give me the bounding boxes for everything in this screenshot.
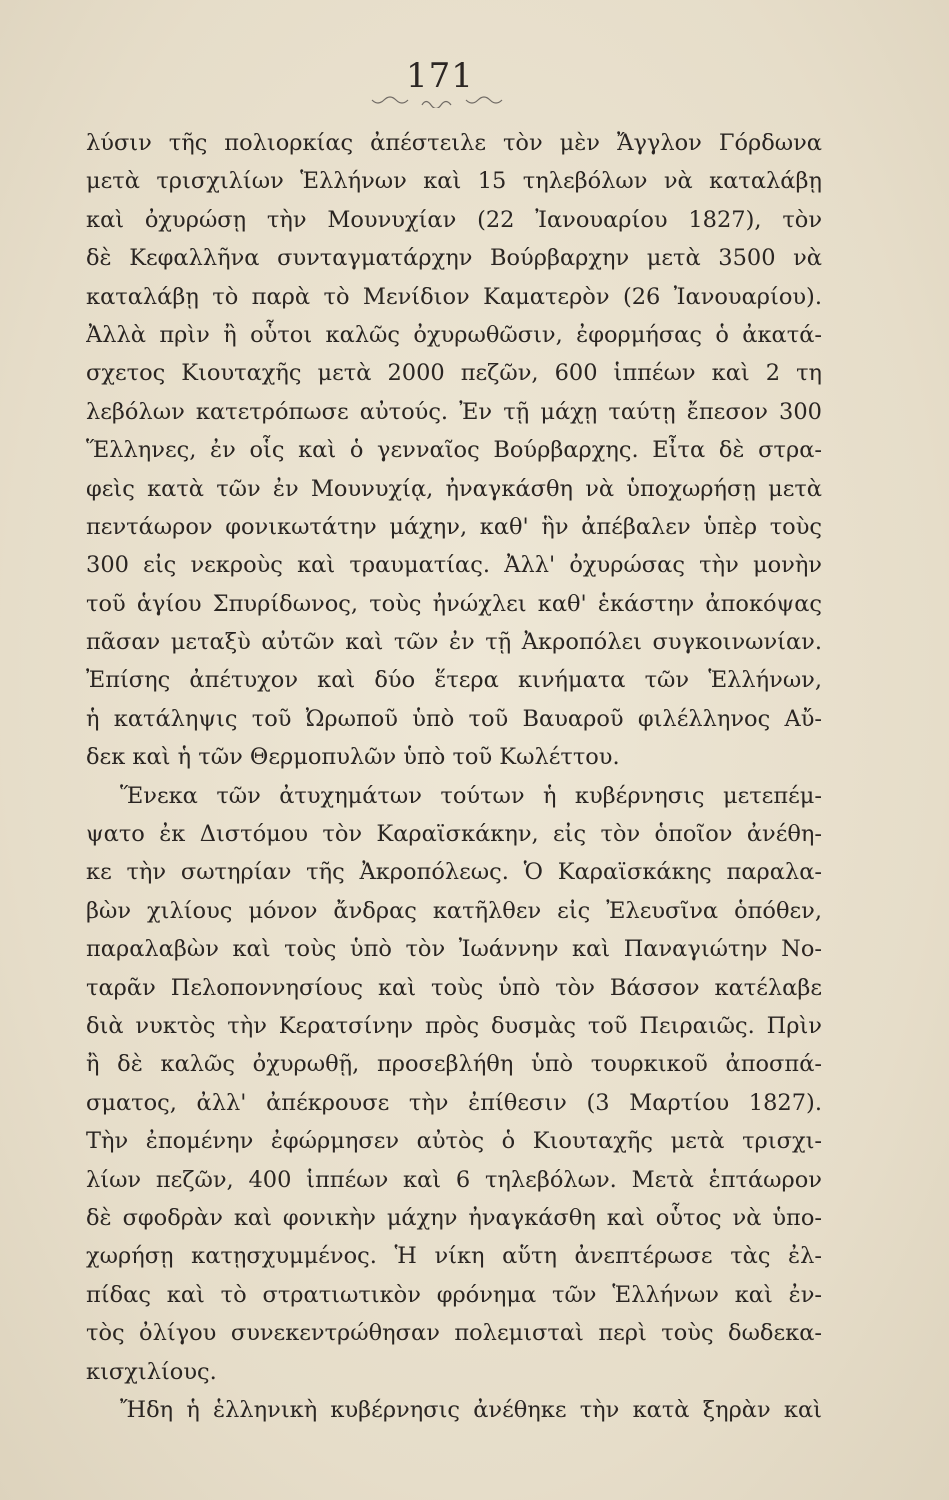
text-line: Ἤδη ἡ ἑλληνικὴ κυβέρνησις ἀνέθηκε τὴν κατὰ ξηρὰν καὶ [120, 1396, 822, 1423]
text-line: 300 εἰς νεκροὺς καὶ τραυματίας. Ἀλλ' ὀχυρώσας τὴν μονὴν [86, 552, 822, 579]
text-line: μετὰ τρισχιλίων Ἑλλήνων καὶ 15 τηλεβόλων νὰ καταλάβῃ [86, 168, 822, 195]
text-line: φεὶς κατὰ τῶν ἐν Μουνυχίᾳ, ἠναγκάσθη νὰ ὑποχωρήσῃ μετὰ [86, 475, 822, 502]
text-line: Ἕνεκα τῶν ἀτυχημάτων τούτων ἡ κυβέρνησις μετεπέμ- [120, 782, 822, 809]
text-line: τοῦ ἁγίου Σπυρίδωνος, τοὺς ἠνώχλει καθ' ἑκάστην ἀποκόψας [86, 590, 822, 617]
text-line: κισχιλίους. [86, 1358, 217, 1385]
text-line: λίων πεζῶν, 400 ἱππέων καὶ 6 τηλεβόλων. Μετὰ ἑπτάωρον [86, 1166, 822, 1193]
text-line: λύσιν τῆς πολιορκίας ἀπέστειλε τὸν μὲν Ἄγγλον Γόρδωνα [86, 130, 822, 156]
text-line: ταρᾶν Πελοποννησίους καὶ τοὺς ὑπὸ τὸν Βάσσον κατέλαβε [86, 974, 822, 1001]
page-number: 171 [406, 56, 474, 96]
text-line: σματος, ἀλλ' ἀπέκρουσε τὴν ἐπίθεσιν (3 Μαρτίου 1827). [86, 1089, 822, 1116]
ornament-rule [370, 96, 510, 108]
text-line: τὸς ὀλίγου συνεκεντρώθησαν πολεμισταὶ περὶ τοὺς δωδεκα- [86, 1320, 822, 1347]
body-text [86, 124, 822, 1429]
text-line: Ἐπίσης ἀπέτυχον καὶ δύο ἕτερα κινήματα τῶν Ἑλλήνων, [86, 667, 822, 694]
text-line: ἡ κατάληψις τοῦ Ὠρωποῦ ὑπὸ τοῦ Βαυαροῦ φιλέλληνος Αὔ- [86, 705, 822, 732]
text-line: ψατο ἐκ Διστόμου τὸν Καραϊσκάκην, εἰς τὸν ὁποῖον ἀνέθη- [86, 821, 822, 848]
text-line: πεντάωρον φονικωτάτην μάχην, καθ' ἣν ἀπέβαλεν ὑπὲρ τοὺς [86, 513, 822, 540]
text-line: πᾶσαν μεταξὺ αὐτῶν καὶ τῶν ἐν τῇ Ἀκροπόλει συγκοινωνίαν. [86, 629, 822, 656]
text-line: παραλαβὼν καὶ τοὺς ὑπὸ τὸν Ἰωάννην καὶ Παναγιώτην Νο- [86, 936, 822, 963]
text-line: χωρήσῃ κατῃσχυμμένος. Ἡ νίκη αὕτη ἀνεπτέρωσε τὰς ἐλ- [86, 1243, 822, 1270]
text-line: δεκ καὶ ἡ τῶν Θερμοπυλῶν ὑπὸ τοῦ Κωλέττου. [86, 744, 620, 771]
text-line: βὼν χιλίους μόνον ἄνδρας κατῆλθεν εἰς Ἐλευσῖνα ὁπόθεν, [86, 897, 822, 924]
text-line: λεβόλων κατετρόπωσε αὐτούς. Ἐν τῇ μάχῃ ταύτῃ ἔπεσον 300 [86, 398, 822, 425]
text-line: Ἀλλὰ πρὶν ἢ οὗτοι καλῶς ὀχυρωθῶσιν, ἐφορμήσας ὁ ἀκατά- [86, 321, 822, 348]
text-line: κε τὴν σωτηρίαν τῆς Ἀκροπόλεως. Ὁ Καραϊσκάκης παραλα- [86, 859, 822, 886]
text-line: διὰ νυκτὸς τὴν Κερατσίνην πρὸς δυσμὰς τοῦ Πειραιῶς. Πρὶν [86, 1012, 822, 1039]
text-line: ἢ δὲ καλῶς ὀχυρωθῇ, προσεβλήθη ὑπὸ τουρκικοῦ ἀποσπά- [86, 1051, 822, 1078]
text-line: δὲ σφοδρὰν καὶ φονικὴν μάχην ἠναγκάσθη καὶ οὗτος νὰ ὑπο- [86, 1204, 822, 1231]
text-line: καταλάβῃ τὸ παρὰ τὸ Μενίδιον Καματερὸν (26 Ἰανουαρίου). [86, 283, 822, 310]
text-line: Ἕλληνες, ἐν οἷς καὶ ὁ γενναῖος Βούρβαρχης. Εἶτα δὲ στρα- [86, 437, 822, 464]
text-line: Τὴν ἐπομένην ἐφώρμησεν αὐτὸς ὁ Κιουταχῆς μετὰ τρισχι- [86, 1128, 822, 1155]
text-line: καὶ ὀχυρώσῃ τὴν Μουνυχίαν (22 Ἰανουαρίου 1827), τὸν [86, 206, 822, 233]
text-line: πίδας καὶ τὸ στρατιωτικὸν φρόνημα τῶν Ἑλλήνων καὶ ἐν- [86, 1281, 822, 1308]
text-line: δὲ Κεφαλλῆνα συνταγματάρχην Βούρβαρχην μετὰ 3500 νὰ [86, 245, 822, 272]
text-line: σχετος Κιουταχῆς μετὰ 2000 πεζῶν, 600 ἱππέων καὶ 2 τη [86, 360, 822, 387]
